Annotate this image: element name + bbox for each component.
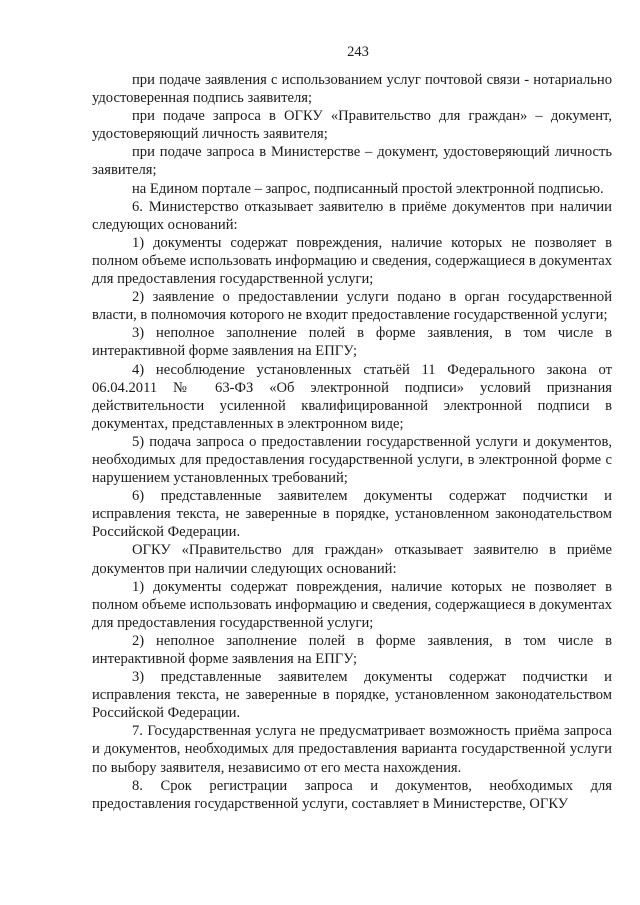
paragraph: 5) подача запроса о предоставлении государственной услуги и документов, необходимых для предоставления государственной услуги, в электронной форме с нарушением установленных требований; <box>92 433 612 487</box>
paragraph: 1) документы содержат повреждения, наличие которых не позволяет в полном объеме использовать информацию и сведения, содержащиеся в документах для предоставления государственной услуги; <box>92 234 612 288</box>
paragraph: 2) неполное заполнение полей в форме заявления, в том числе в интерактивной форме заявления на ЕПГУ; <box>92 632 612 667</box>
paragraph: 4) несоблюдение установленных статьёй 11 Федерального закона от 06.04.2011 № 63-ФЗ «Об электронной подписи» условий признания действительности усиленной квалифицированной электронной подписи в документах, представленных в электронном виде; <box>92 361 612 432</box>
paragraph: 3) неполное заполнение полей в форме заявления, в том числе в интерактивной форме заявления на ЕПГУ; <box>92 325 612 360</box>
paragraph: 1) документы содержат повреждения, наличие которых не позволяет в полном объеме использовать информацию и сведения, содержащиеся в документах для предоставления государственной услуги; <box>92 578 612 631</box>
paragraph: 6. Министерство отказывает заявителю в приёме документов при наличии следующих оснований: <box>92 198 612 233</box>
page-number: 243 <box>347 44 369 60</box>
paragraph: ОГКУ «Правительство для граждан» отказывает заявителю в приёме документов при наличии следующих оснований: <box>92 542 612 577</box>
paragraph: 2) заявление о предоставлении услуги подано в орган государственной власти, в полномочия которого не входит предоставление государственной услуги; <box>92 289 612 324</box>
paragraph: 6) представленные заявителем документы содержат подчистки и исправления текста, не заверенные в порядке, установленном законодательством Российской Федерации. <box>92 488 612 541</box>
paragraph: 3) представленные заявителем документы содержат подчистки и исправления текста, не заверенные в порядке, установленном законодательством Российской Федерации. <box>92 669 612 722</box>
paragraph: 7. Государственная услуга не предусматривает возможность приёма запроса и документов, необходимых для предоставления варианта государственной услуги по выбору заявителя, независимо от его места нахождения. <box>92 723 612 776</box>
paragraph: на Едином портале – запрос, подписанный простой электронной подписью. <box>132 180 604 197</box>
paragraph: 8. Срок регистрации запроса и документов, необходимых для предоставления государственной услуги, составляет в Министерстве, ОГКУ <box>92 777 612 812</box>
paragraph: при подаче запроса в Министерстве – документ, удостоверяющий личность заявителя; <box>92 144 612 179</box>
paragraph: при подаче запроса в ОГКУ «Правительство для граждан» – документ, удостоверяющий личность заявителя; <box>92 108 612 143</box>
paragraph: при подаче заявления с использованием услуг почтовой связи - нотариально удостоверенная подпись заявителя; <box>92 72 612 107</box>
body-text <box>92 71 612 813</box>
